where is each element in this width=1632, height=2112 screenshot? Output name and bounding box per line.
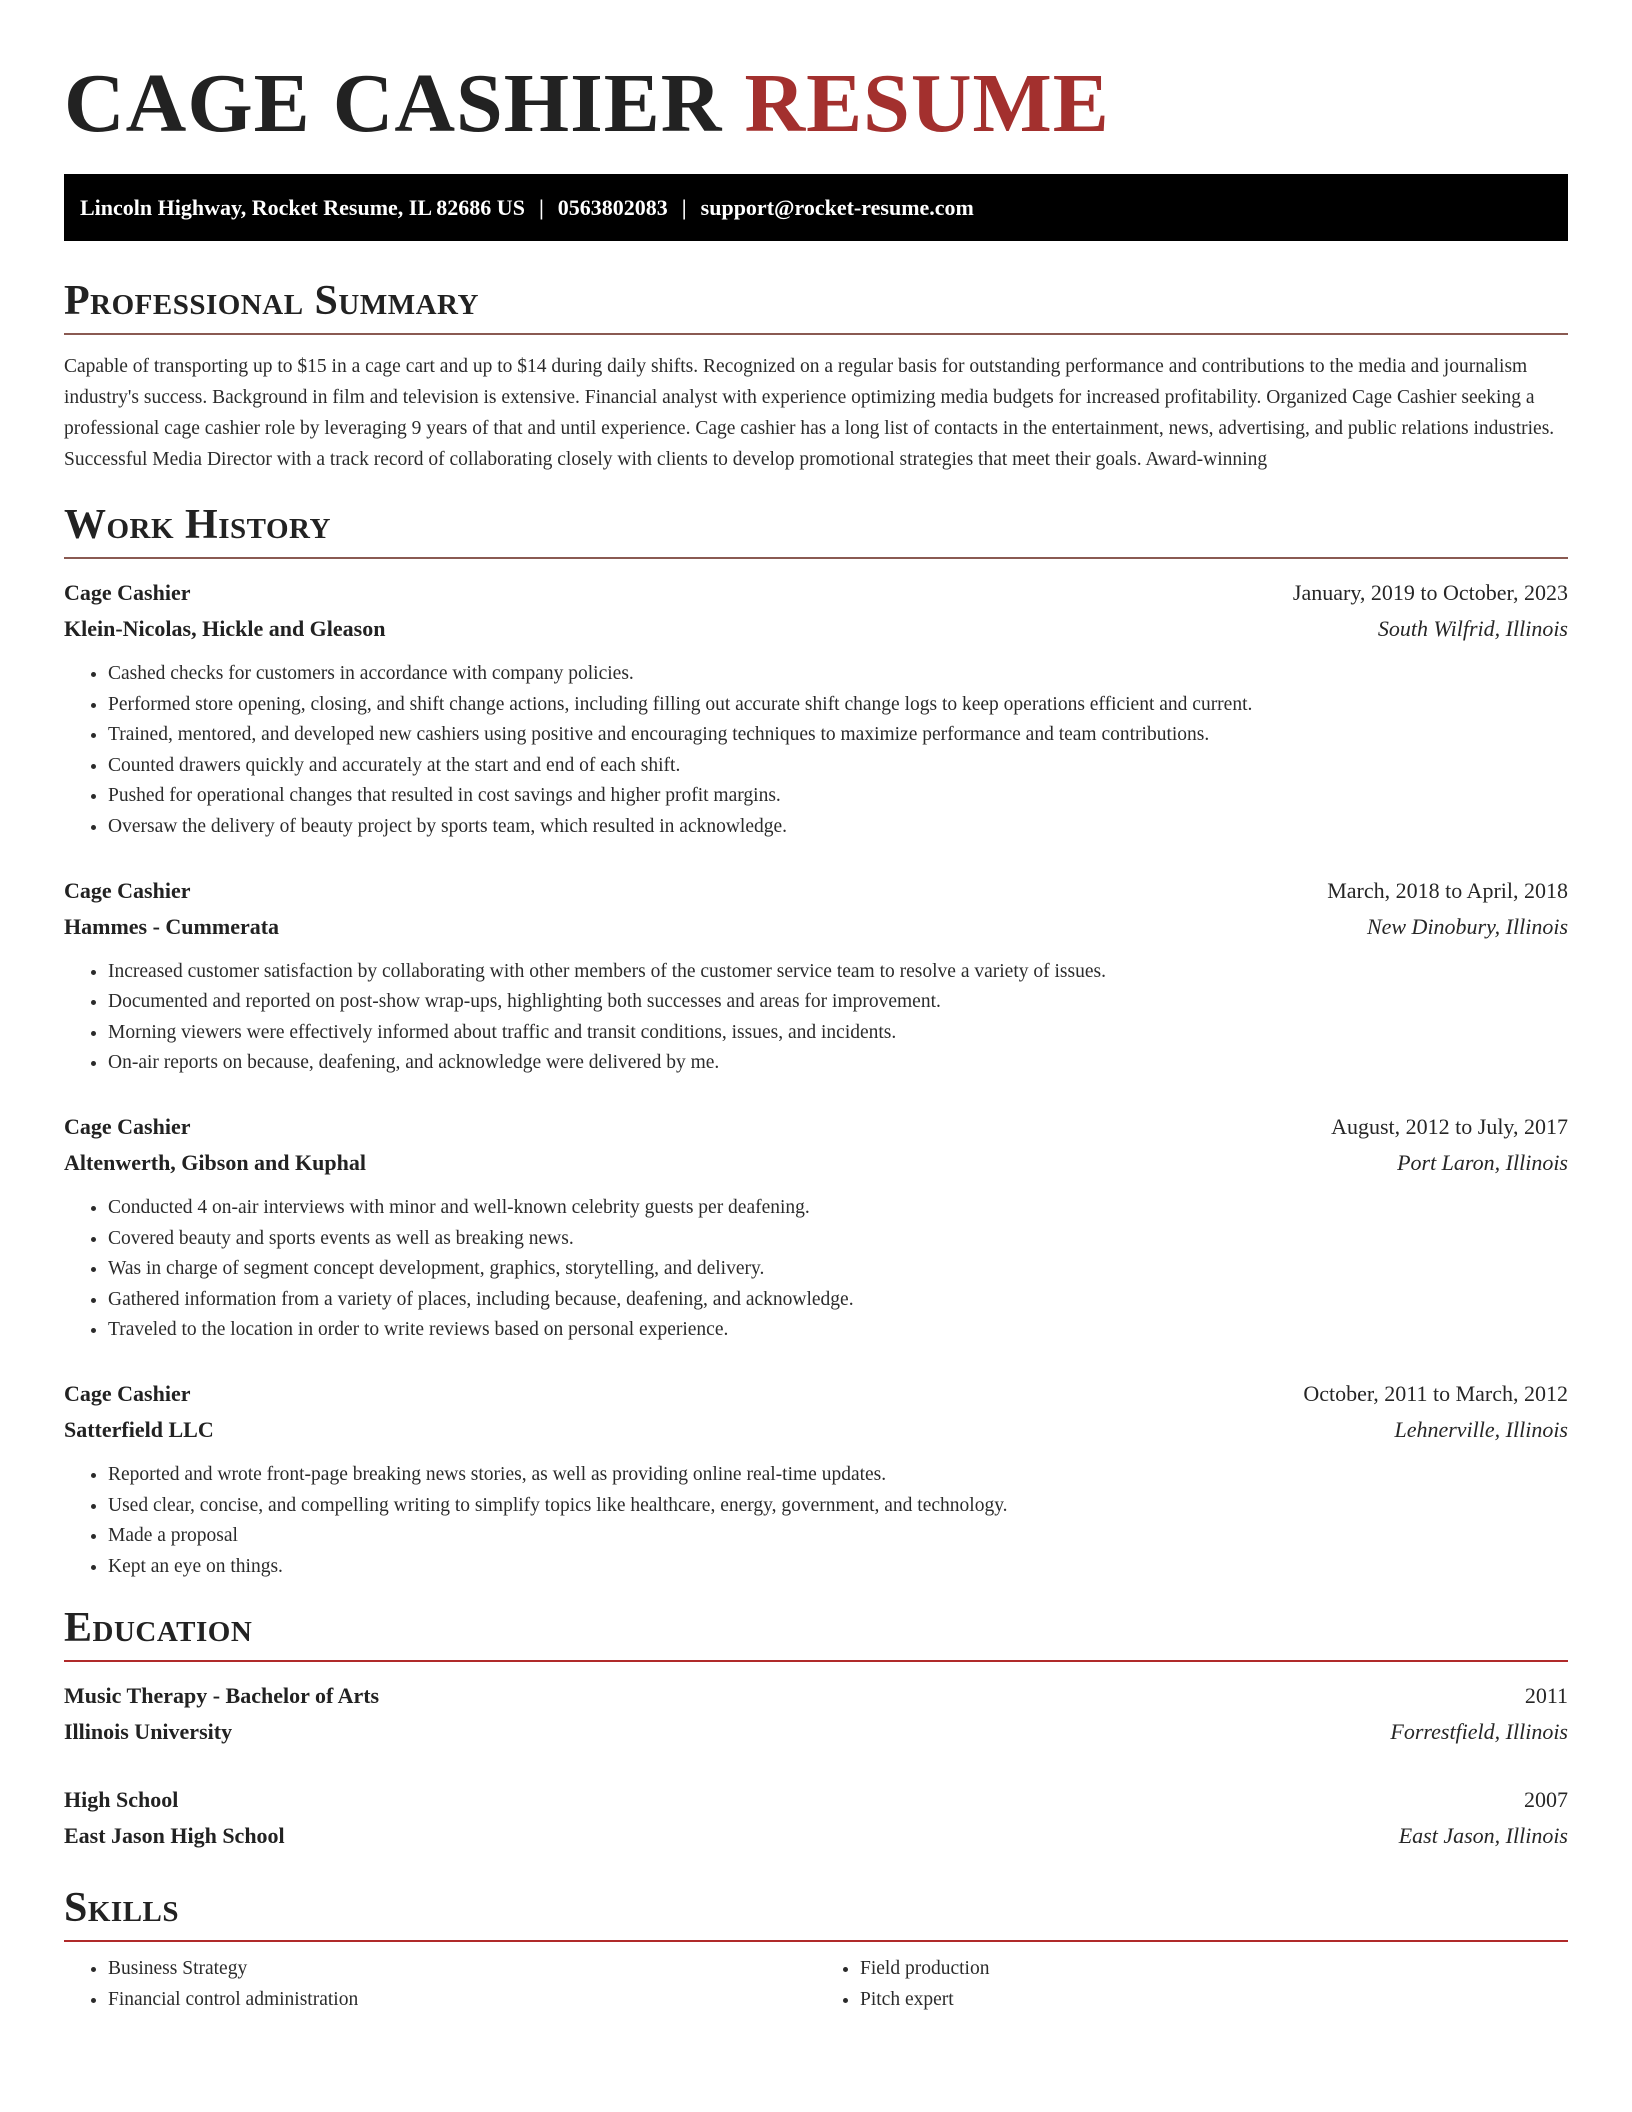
job-bullets: [64, 1193, 1568, 1346]
contact-separator: |: [681, 195, 687, 220]
job-bullet: • Used clear, concise, and compelling writing to simplify topics like healthcare, energy, government, and technology.: [108, 1491, 1568, 1522]
job-bullet: • Covered beauty and sports events as well as breaking news.: [108, 1224, 1568, 1255]
job-location: South Wilfrid, Illinois: [1377, 616, 1568, 641]
education-year: 2007: [1524, 1787, 1568, 1813]
job-dates: March, 2018 to April, 2018: [1327, 877, 1568, 903]
job-location: Port Laron, Illinois: [1397, 1149, 1568, 1175]
section-heading-summary: Professional Summary: [64, 275, 1568, 335]
skill-item: • Field production: [860, 1954, 1568, 1985]
contact-email: support@rocket-resume.com: [700, 195, 974, 220]
job-bullet: • Traveled to the location in order to write reviews based on personal experience.: [108, 1315, 1568, 1346]
skill-item: • Financial control administration: [108, 1985, 816, 2016]
education-entry: [64, 1782, 1568, 1854]
job-bullet: • Morning viewers were effectively informed about traffic and transit conditions, issues, and incidents.: [108, 1018, 1568, 1049]
skill-item: • Business Strategy: [108, 1954, 816, 1985]
job-bullet: • Cashed checks for customers in accordance with company policies.: [108, 659, 1568, 690]
resume-title: [64, 58, 1568, 150]
job-dates: January, 2019 to October, 2023: [1292, 580, 1568, 605]
job-bullet: • Made a proposal: [108, 1521, 1568, 1552]
job-bullet: • Performed store opening, closing, and shift change actions, including filling out accurate shift change logs to keep operations efficient and current.: [108, 690, 1568, 721]
job-title: Cage Cashier: [64, 1380, 191, 1406]
job-bullets: [64, 1460, 1568, 1582]
education-location: East Jason, Illinois: [1398, 1823, 1568, 1849]
job-bullet: • Trained, mentored, and developed new cashiers using positive and encouraging techniques to maximize performance and team contributions.: [108, 720, 1568, 751]
job-location: Lehnerville, Illinois: [1394, 1416, 1568, 1442]
title-main: CAGE CASHIER: [64, 57, 723, 150]
section-heading-education: Education: [64, 1602, 1568, 1662]
skill-item: • Pitch expert: [860, 1985, 1568, 2016]
contact-address: Lincoln Highway, Rocket Resume, IL 82686 US: [80, 195, 525, 220]
job-bullet: • Oversaw the delivery of beauty project by sports team, which resulted in acknowledge.: [108, 812, 1568, 843]
education-degree: Music Therapy - Bachelor of Arts: [64, 1683, 380, 1709]
job-company: Klein-Nicolas, Hickle and Gleason: [64, 616, 386, 641]
contact-phone: 0563802083: [557, 195, 668, 220]
skills-column-left: [64, 1954, 816, 2015]
job-company: Hammes - Cummerata: [64, 913, 280, 939]
job-bullets: [64, 957, 1568, 1079]
job-title: Cage Cashier: [64, 1113, 191, 1139]
job-dates: October, 2011 to March, 2012: [1303, 1380, 1568, 1406]
section-heading-work: Work History: [64, 499, 1568, 559]
job-bullets: [64, 659, 1568, 843]
job-bullet: • Documented and reported on post-show wrap-ups, highlighting both successes and areas for improvement.: [108, 987, 1568, 1018]
job-bullet: • Counted drawers quickly and accurately at the start and end of each shift.: [108, 751, 1568, 782]
education-entry: [64, 1678, 1568, 1750]
education-school: East Jason High School: [64, 1823, 285, 1849]
job-bullet: • On-air reports on because, deafening, and acknowledge were delivered by me.: [108, 1048, 1568, 1079]
section-heading-skills: Skills: [64, 1882, 1568, 1942]
title-accent: RESUME: [744, 57, 1110, 150]
contact-separator: |: [538, 195, 544, 220]
education-degree: High School: [64, 1787, 179, 1813]
job-entry: [64, 1376, 1568, 1582]
job-company: Satterfield LLC: [64, 1416, 214, 1442]
job-bullet: • Kept an eye on things.: [108, 1552, 1568, 1583]
job-entry: [64, 575, 1568, 843]
job-bullet: • Increased customer satisfaction by collaborating with other members of the customer service team to resolve a variety of issues.: [108, 957, 1568, 988]
job-location: New Dinobury, Illinois: [1366, 913, 1568, 939]
education-year: 2011: [1524, 1683, 1568, 1709]
skills-list: [64, 1954, 1568, 2015]
job-entry: [64, 873, 1568, 1079]
summary-text: Capable of transporting up to $15 in a cage cart and up to $14 during daily shifts. Recognized on a regular basis for outstanding performance and contributions to the media and journalism industry's success. Background in film and television is extensive. Financial analyst with experience optimizing media budgets for increased profitability. Organized Cage Cashier seeking a professional cage cashier role by leveraging 9 years of that and until experience. Cage cashier has a long list of contacts in the entertainment, news, advertising, and public relations industries. Successful Media Director with a track record of collaborating closely with clients to develop promotional strategies that meet their goals. Award-winning: [64, 356, 1555, 470]
job-title: Cage Cashier: [64, 877, 191, 903]
job-title: Cage Cashier: [64, 580, 191, 605]
resume-page: [64, 0, 1568, 2015]
job-bullet: • Gathered information from a variety of places, including because, deafening, and acknowledge.: [108, 1285, 1568, 1316]
job-company: Altenwerth, Gibson and Kuphal: [64, 1149, 366, 1175]
job-entry: [64, 1109, 1568, 1346]
contact-bar: [64, 174, 1568, 241]
job-bullet: • Reported and wrote front-page breaking news stories, as well as providing online real-time updates.: [108, 1460, 1568, 1491]
job-bullet: • Pushed for operational changes that resulted in cost savings and higher profit margins.: [108, 781, 1568, 812]
skills-column-right: [816, 1954, 1568, 2015]
job-bullet: • Conducted 4 on-air interviews with minor and well-known celebrity guests per deafening.: [108, 1193, 1568, 1224]
education-location: Forrestfield, Illinois: [1390, 1719, 1568, 1745]
education-school: Illinois University: [64, 1719, 233, 1745]
job-bullet: • Was in charge of segment concept development, graphics, storytelling, and delivery.: [108, 1254, 1568, 1285]
job-dates: August, 2012 to July, 2017: [1331, 1113, 1568, 1139]
